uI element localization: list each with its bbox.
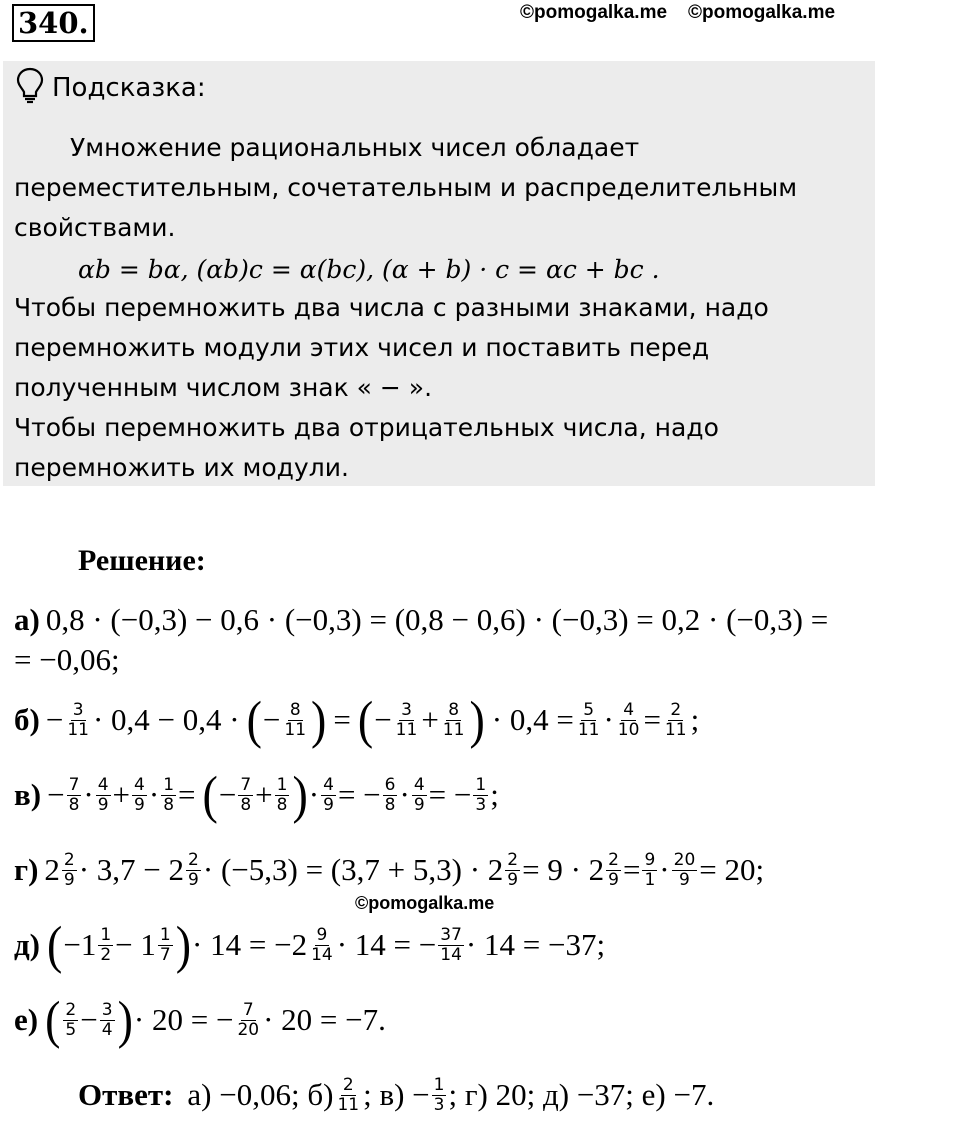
denominator: 8 xyxy=(68,794,80,815)
fraction xyxy=(383,776,398,815)
denominator: 8 xyxy=(163,794,175,815)
paren: ( xyxy=(202,765,218,824)
fraction xyxy=(275,776,290,815)
paren: ) xyxy=(311,690,327,749)
hint-line: полученным числом знак « − ». xyxy=(14,373,433,402)
numerator: 9 xyxy=(644,849,656,870)
math-text: а) −0,06; б) xyxy=(187,1077,334,1112)
denominator: 9 xyxy=(97,794,109,815)
denominator: 7 xyxy=(159,944,171,965)
fraction xyxy=(235,1001,261,1040)
denominator: 4 xyxy=(101,1019,113,1040)
solution-line-d xyxy=(14,915,606,974)
hint-line: свойствами. xyxy=(14,213,176,242)
math-text: · 3,7 − 2 xyxy=(78,852,185,887)
math-text: − xyxy=(47,777,65,812)
math-text: · 20 = − xyxy=(133,1002,234,1037)
numerator: 7 xyxy=(242,999,254,1020)
denominator: 14 xyxy=(440,944,462,965)
problem-number: 340. xyxy=(12,4,95,42)
numerator: 7 xyxy=(68,774,80,795)
math-text: = − xyxy=(337,777,381,812)
denominator: 9 xyxy=(134,794,145,815)
hint-line: перемножить их модули. xyxy=(14,453,349,482)
denominator: 9 xyxy=(188,869,199,890)
numerator: 3 xyxy=(101,999,113,1020)
math-text: − xyxy=(218,777,237,812)
denominator: 11 xyxy=(442,719,465,740)
solution-line-a xyxy=(14,600,828,640)
fraction xyxy=(238,776,253,815)
fraction xyxy=(432,1076,447,1115)
watermark: ©pomogalka.me xyxy=(688,2,836,23)
numerator: 4 xyxy=(623,699,635,720)
item-label: г) xyxy=(14,852,39,887)
math-text: = −0,06; xyxy=(14,642,120,677)
solution-line-a-cont xyxy=(14,640,120,680)
fraction xyxy=(186,851,201,890)
numerator: 1 xyxy=(433,1074,445,1095)
lightbulb-icon xyxy=(15,66,45,108)
paren: ( xyxy=(246,690,262,749)
numerator: 4 xyxy=(413,774,425,795)
fraction xyxy=(100,1001,115,1040)
numerator: 9 xyxy=(316,924,328,945)
numerator: 2 xyxy=(188,849,199,870)
fraction xyxy=(67,776,82,815)
fraction xyxy=(672,851,698,890)
denominator: 11 xyxy=(577,719,600,740)
fraction xyxy=(282,701,308,740)
math-text: · (−5,3) = (3,7 + 5,3) · 2 xyxy=(202,852,504,887)
numerator: 7 xyxy=(240,774,252,795)
hint-title: Подсказка: xyxy=(52,73,206,103)
math-text: · 0,4 − 0,4 · xyxy=(92,702,240,737)
fraction xyxy=(158,926,173,965)
denominator: 9 xyxy=(323,794,334,815)
item-label: б) xyxy=(14,702,40,737)
denominator: 11 xyxy=(284,719,307,740)
paren: ( xyxy=(45,990,61,1049)
hint-line: Умножение рациональных чисел обладает xyxy=(70,133,640,162)
math-text: ; xyxy=(690,702,700,737)
math-text: ; xyxy=(490,777,499,812)
solution-line-g xyxy=(14,850,764,890)
denominator: 9 xyxy=(679,869,690,890)
answer-label: Ответ: xyxy=(78,1077,174,1112)
solution-line-b xyxy=(14,690,700,749)
answer-line xyxy=(78,1075,714,1115)
math-text: · xyxy=(308,777,320,812)
denominator: 10 xyxy=(617,719,640,740)
denominator: 8 xyxy=(240,794,252,815)
fraction xyxy=(441,701,467,740)
denominator: 5 xyxy=(65,1019,77,1040)
math-text: = 9 · 2 xyxy=(522,852,605,887)
math-text: = 20; xyxy=(699,852,765,887)
item-label: в) xyxy=(14,777,42,812)
hint-line: переместительным, сочетательным и распределительным xyxy=(14,173,798,202)
numerator: 8 xyxy=(448,699,460,720)
numerator: 1 xyxy=(159,924,171,945)
watermark: ©pomogalka.me xyxy=(355,893,495,913)
math-text: −1 xyxy=(63,927,97,962)
math-text: = xyxy=(643,702,661,737)
math-text: − xyxy=(45,702,64,737)
numerator: 3 xyxy=(401,699,412,720)
math-text: − 1 xyxy=(115,927,156,962)
math-text: = xyxy=(178,777,196,812)
denominator: 8 xyxy=(384,794,396,815)
fraction xyxy=(335,1076,361,1115)
denominator: 11 xyxy=(395,719,418,740)
numerator: 4 xyxy=(134,774,145,795)
fraction xyxy=(96,776,111,815)
paren: ) xyxy=(292,765,308,824)
math-text: = − xyxy=(428,777,472,812)
math-text: · xyxy=(83,777,94,812)
fraction xyxy=(505,851,520,890)
fraction xyxy=(616,701,642,740)
numerator: 4 xyxy=(97,774,109,795)
item-label: е) xyxy=(14,1002,39,1037)
item-label: д) xyxy=(14,927,41,962)
math-text: ; в) − xyxy=(363,1077,430,1112)
denominator: 9 xyxy=(413,794,425,815)
math-text: + xyxy=(421,702,439,737)
denominator: 8 xyxy=(276,794,288,815)
numerator: 2 xyxy=(608,849,619,870)
math-text: − xyxy=(80,1002,98,1037)
fraction xyxy=(438,926,464,965)
numerator: 3 xyxy=(72,699,84,720)
denominator: 11 xyxy=(67,719,89,740)
paren: ) xyxy=(469,690,485,749)
fraction xyxy=(642,851,657,890)
numerator: 2 xyxy=(63,849,75,870)
math-text: · 14 = −2 xyxy=(192,927,308,962)
math-text: + xyxy=(255,777,273,812)
paren: ) xyxy=(175,915,192,974)
math-text: ; г) 20; д) −37; е) −7. xyxy=(448,1077,715,1112)
math-text: + xyxy=(112,777,131,812)
paren: ) xyxy=(117,990,133,1049)
denominator: 9 xyxy=(507,869,519,890)
denominator: 3 xyxy=(433,1094,445,1115)
denominator: 1 xyxy=(644,869,656,890)
numerator: 2 xyxy=(65,999,77,1020)
math-text: 0,8 · (−0,3) − 0,6 · (−0,3) = (0,8 − 0,6) · (−0,3) = 0,2 · (−0,3) = xyxy=(45,602,829,637)
math-text: · xyxy=(148,777,160,812)
fraction xyxy=(606,851,621,890)
denominator: 9 xyxy=(63,869,75,890)
fraction xyxy=(161,776,176,815)
fraction xyxy=(98,926,113,965)
hint-line: перемножить модули этих чисел и поставить перед xyxy=(14,333,710,362)
math-text: · 14 = −37; xyxy=(465,927,606,962)
fraction xyxy=(62,851,77,890)
denominator: 2 xyxy=(100,944,112,965)
denominator: 11 xyxy=(664,719,687,740)
numerator: 37 xyxy=(440,924,462,945)
solution-heading: Решение: xyxy=(78,544,206,577)
paren: ( xyxy=(47,915,63,974)
fraction xyxy=(663,701,689,740)
hint-line: Чтобы перемножить два отрицательных числа, надо xyxy=(14,413,719,442)
solution-line-v xyxy=(14,765,499,824)
fraction xyxy=(321,776,336,815)
numerator: 4 xyxy=(323,774,334,795)
denominator: 14 xyxy=(311,944,333,965)
paren: ( xyxy=(357,690,374,749)
hint-line: Чтобы перемножить два числа с разными знаками, надо xyxy=(14,293,769,322)
math-text: · xyxy=(399,777,410,812)
fraction xyxy=(412,776,427,815)
numerator: 1 xyxy=(163,774,175,795)
math-text: 2 xyxy=(44,852,60,887)
fraction xyxy=(309,926,335,965)
numerator: 6 xyxy=(384,774,396,795)
numerator: 1 xyxy=(276,774,288,795)
denominator: 3 xyxy=(475,794,487,815)
math-text: · xyxy=(603,702,614,737)
denominator: 9 xyxy=(608,869,619,890)
denominator: 11 xyxy=(337,1094,360,1115)
numerator: 20 xyxy=(673,849,696,870)
numerator: 8 xyxy=(289,699,301,720)
math-text: · 20 = −7. xyxy=(263,1002,386,1037)
numerator: 5 xyxy=(583,699,595,720)
fraction xyxy=(63,1001,78,1040)
fraction xyxy=(576,701,602,740)
fraction xyxy=(132,776,147,815)
numerator: 2 xyxy=(670,699,682,720)
math-text: = xyxy=(622,852,641,887)
math-text: · 0,4 = xyxy=(491,702,574,737)
math-text: · 14 = − xyxy=(336,927,437,962)
math-text: = xyxy=(333,702,351,737)
numerator: 2 xyxy=(507,849,519,870)
math-text: · xyxy=(659,852,670,887)
watermark: ©pomogalka.me xyxy=(520,2,668,23)
item-label: а) xyxy=(14,602,40,637)
numerator: 1 xyxy=(100,924,112,945)
fraction xyxy=(473,776,488,815)
numerator: 1 xyxy=(475,774,487,795)
math-text: − xyxy=(262,702,281,737)
fraction xyxy=(65,701,91,740)
solution-line-e xyxy=(14,990,386,1049)
denominator: 20 xyxy=(237,1019,260,1040)
numerator: 2 xyxy=(342,1074,354,1095)
hint-formula: αb = bα, (αb)c = α(bc), (α + b) · c = αc + bc . xyxy=(78,255,660,284)
math-text: − xyxy=(374,702,392,737)
fraction xyxy=(394,701,420,740)
